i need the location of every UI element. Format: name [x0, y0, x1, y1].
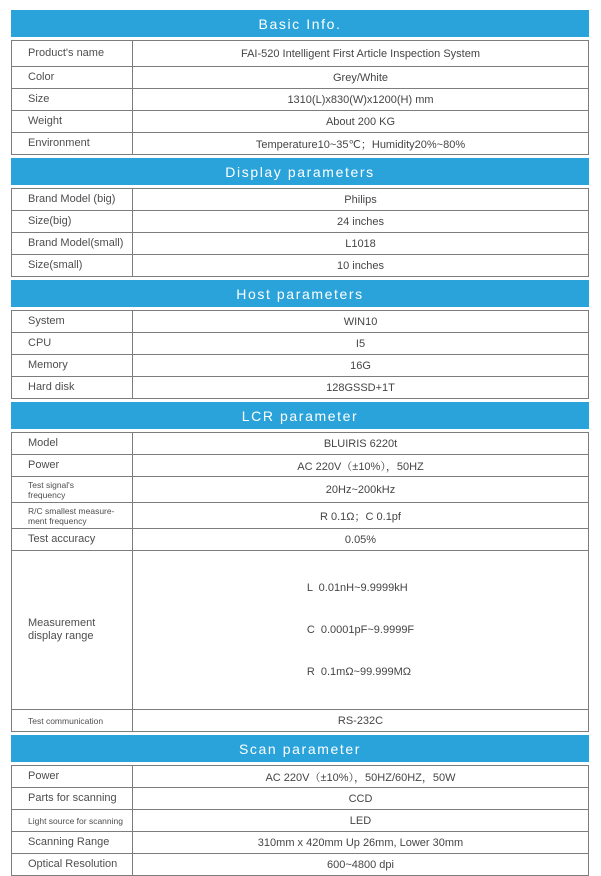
- row-value: CCD: [348, 792, 373, 805]
- spec-table: [11, 10, 589, 876]
- row-label: [12, 477, 133, 502]
- value-line: C 0.0001pF~9.9999F: [306, 624, 415, 636]
- table-row: [12, 255, 588, 276]
- section-host-parameters: [11, 310, 589, 399]
- table-row: [12, 311, 588, 333]
- row-label: Hard disk: [12, 377, 133, 398]
- value-lines: [307, 553, 414, 707]
- table-row: [12, 810, 588, 832]
- row-value: I5: [355, 337, 366, 350]
- section-display-parameters: [11, 188, 589, 277]
- table-row: [12, 111, 588, 133]
- section-header-host-parameters: Host parameters: [11, 280, 589, 307]
- row-value: 1310(L)x830(W)x1200(H) mm: [287, 93, 434, 106]
- table-row: [12, 233, 588, 255]
- row-label: Power: [12, 455, 133, 476]
- table-row: [12, 67, 588, 89]
- row-label: Brand Model(small): [12, 233, 133, 254]
- row-label-line: frequency: [28, 489, 66, 500]
- table-row: [12, 477, 588, 503]
- row-label: Color: [12, 67, 133, 88]
- value-line: L 0.01nH~9.9999kH: [306, 582, 408, 594]
- table-row: [12, 41, 588, 67]
- table-row: [12, 854, 588, 875]
- value-line: R 0.1mΩ~99.999MΩ: [306, 666, 412, 678]
- section-header-lcr-parameter: LCR parameter: [11, 402, 589, 429]
- row-value: 128GSSD+1T: [326, 381, 395, 394]
- row-label: [12, 503, 133, 528]
- row-label: Size(big): [12, 211, 133, 232]
- row-label: Power: [12, 766, 133, 787]
- table-row: [12, 710, 588, 731]
- table-row: [12, 89, 588, 111]
- row-label-line: R/C smallest measure-: [28, 505, 115, 516]
- row-label: Size: [12, 89, 133, 110]
- table-row: [12, 551, 588, 710]
- section-basic-info: [11, 40, 589, 155]
- row-label-line: display range: [28, 630, 94, 642]
- table-row: [12, 211, 588, 233]
- table-row: [12, 455, 588, 477]
- row-value: LED: [349, 814, 372, 827]
- row-value: 10 inches: [336, 259, 385, 272]
- row-label: CPU: [12, 333, 133, 354]
- table-row: [12, 433, 588, 455]
- table-row: [12, 355, 588, 377]
- row-label: Weight: [12, 111, 133, 132]
- row-value: 16G: [350, 359, 371, 372]
- row-value: AC 220V（±10%），50HZ/60HZ，50W: [265, 771, 456, 784]
- row-label: System: [12, 311, 133, 332]
- row-value: 0.05%: [344, 533, 377, 546]
- row-value: Grey/White: [332, 71, 388, 84]
- row-value: Temperature10~35℃；Humidity20%~80%: [255, 138, 466, 151]
- row-label-line: Measurement: [28, 617, 96, 629]
- row-value: About 200 KG: [325, 115, 396, 128]
- row-value: L1018: [345, 237, 376, 250]
- row-label: Optical Resolution: [12, 854, 133, 875]
- row-value: Philips: [344, 193, 377, 206]
- row-value: [133, 551, 588, 709]
- row-value: WIN10: [343, 315, 378, 328]
- row-label: Scanning Range: [12, 832, 133, 853]
- row-label: [12, 551, 133, 709]
- row-value: FAI-520 Intelligent First Article Inspection System: [240, 47, 481, 60]
- table-row: [12, 832, 588, 854]
- row-label-line: ment frequency: [28, 515, 87, 526]
- row-value: 20Hz~200kHz: [325, 483, 396, 496]
- table-row: [12, 189, 588, 211]
- row-label: Size(small): [12, 255, 133, 276]
- section-header-basic-info: Basic Info.: [11, 10, 589, 37]
- row-value: 600~4800 dpi: [327, 858, 394, 871]
- row-label: Test communication: [12, 710, 133, 731]
- table-row: [12, 529, 588, 551]
- row-label: Product's name: [12, 41, 133, 66]
- row-value: AC 220V（±10%），50HZ: [297, 460, 424, 473]
- table-row: [12, 766, 588, 788]
- table-row: [12, 377, 588, 398]
- row-value: 24 inches: [336, 215, 385, 228]
- row-value: BLUIRIS 6220t: [323, 437, 398, 450]
- section-header-scan-parameter: Scan parameter: [11, 735, 589, 762]
- row-label-line: Test signal's: [28, 479, 75, 490]
- row-value: R 0.1Ω；C 0.1pf: [320, 510, 401, 523]
- table-row: [12, 503, 588, 529]
- row-label: Light source for scanning: [12, 810, 133, 831]
- table-row: [12, 133, 588, 154]
- row-label: Model: [12, 433, 133, 454]
- row-label: Test accuracy: [12, 529, 133, 550]
- row-label: Memory: [12, 355, 133, 376]
- row-label: Brand Model (big): [12, 189, 133, 210]
- row-value: 310mm x 420mm Up 26mm, Lower 30mm: [257, 836, 464, 849]
- row-label: Environment: [12, 133, 133, 154]
- row-label: Parts for scanning: [12, 788, 133, 809]
- table-row: [12, 333, 588, 355]
- section-scan-parameter: [11, 765, 589, 876]
- row-value: RS-232C: [337, 714, 384, 727]
- table-row: [12, 788, 588, 810]
- section-header-display-parameters: Display parameters: [11, 158, 589, 185]
- section-lcr-parameter: [11, 432, 589, 732]
